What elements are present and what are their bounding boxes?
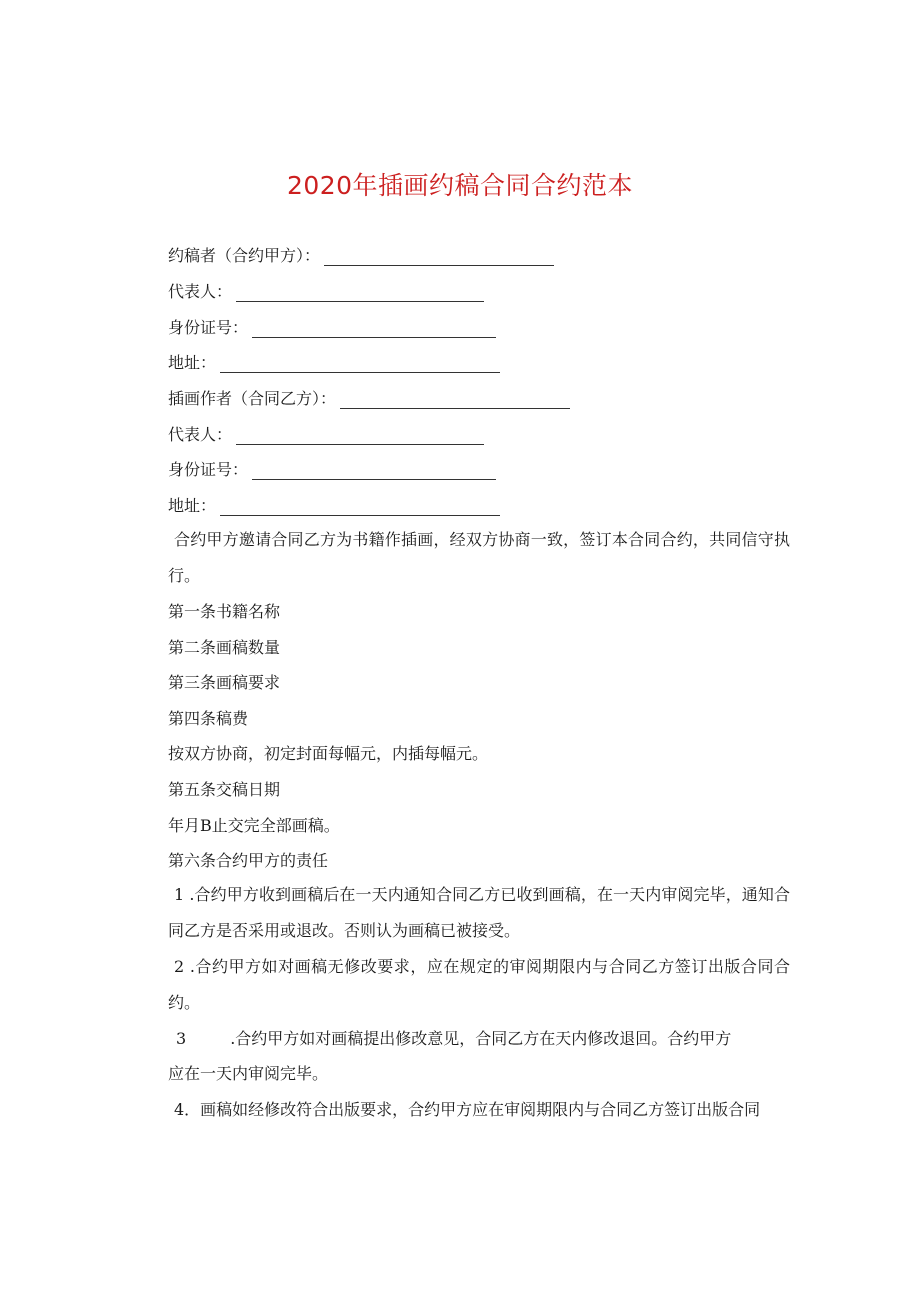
party-a-rep-label: 代表人： [168,282,233,301]
party-b-address-field [168,496,500,516]
party-b-rep-field [168,425,484,445]
clause-3-line-2: 应在一天内审阅完毕。 [168,1064,329,1083]
clause-2-number: 2 [174,957,185,976]
party-b-id-blank[interactable] [252,465,496,480]
party-b-field [168,389,570,409]
intro-paragraph: 合约甲方邀请合同乙方为书籍作插画，经双方协商一致，签订本合同合约，共同信守执行。 [168,530,790,585]
article-6-heading: 第六条合约甲方的责任 [168,851,329,870]
party-a-rep-blank[interactable] [236,287,484,302]
article-4-text: 按双方协商，初定封面每幅元，内插每幅元。 [168,744,489,763]
party-a-blank[interactable] [324,251,554,266]
party-a-label: 约稿者（合约甲方）： [168,246,321,265]
clause-3-number: 3 [176,1029,187,1048]
clause-3-line-1 [176,1029,731,1049]
clause-3-text-a: .合约甲方如对画稿提出修改意见，合同乙方在天内修改退回。合约甲方 [230,1029,732,1048]
party-b-address-blank[interactable] [220,501,500,516]
clause-4: 4．画稿如经修改符合出版要求，合约甲方应在审阅期限内与合同乙方签订出版合同 [174,1100,761,1119]
party-a-field [168,246,554,266]
clause-1 [168,877,790,949]
clause-1-number: 1 [174,885,185,904]
party-a-id-field [168,318,496,338]
party-b-id-field [168,460,496,480]
party-b-rep-blank[interactable] [236,430,484,445]
party-a-address-blank[interactable] [220,358,500,373]
party-b-blank[interactable] [340,394,570,409]
party-b-label: 插画作者（合同乙方）： [168,389,337,408]
clause-1-text: .合约甲方收到画稿后在一天内通知合同乙方已收到画稿，在一天内审阅完毕，通知合同乙方是否采用或退改。否则认为画稿已被接受。 [168,885,790,940]
article-2-heading: 第二条画稿数量 [168,638,281,657]
party-b-address-label: 地址： [168,496,217,515]
party-b-id-label: 身份证号： [168,460,249,479]
party-a-id-blank[interactable] [252,323,496,338]
article-5-text: 年月B止交完全部画稿。 [168,816,340,835]
party-a-address-field [168,353,500,373]
party-a-rep-field [168,282,484,302]
clause-2 [168,949,790,1021]
document-title: 2020年插画约稿合同合约范本 [286,171,634,200]
clause-2-text: .合约甲方如对画稿无修改要求，应在规定的审阅期限内与合同乙方签订出版合同合约。 [168,957,790,1012]
party-b-rep-label: 代表人： [168,425,233,444]
article-5-heading: 第五条交稿日期 [168,780,281,799]
article-3-heading: 第三条画稿要求 [168,673,281,692]
article-4-heading: 第四条稿费 [168,709,249,728]
article-1-heading: 第一条书籍名称 [168,602,281,621]
party-a-id-label: 身份证号： [168,318,249,337]
party-a-address-label: 地址： [168,353,217,372]
